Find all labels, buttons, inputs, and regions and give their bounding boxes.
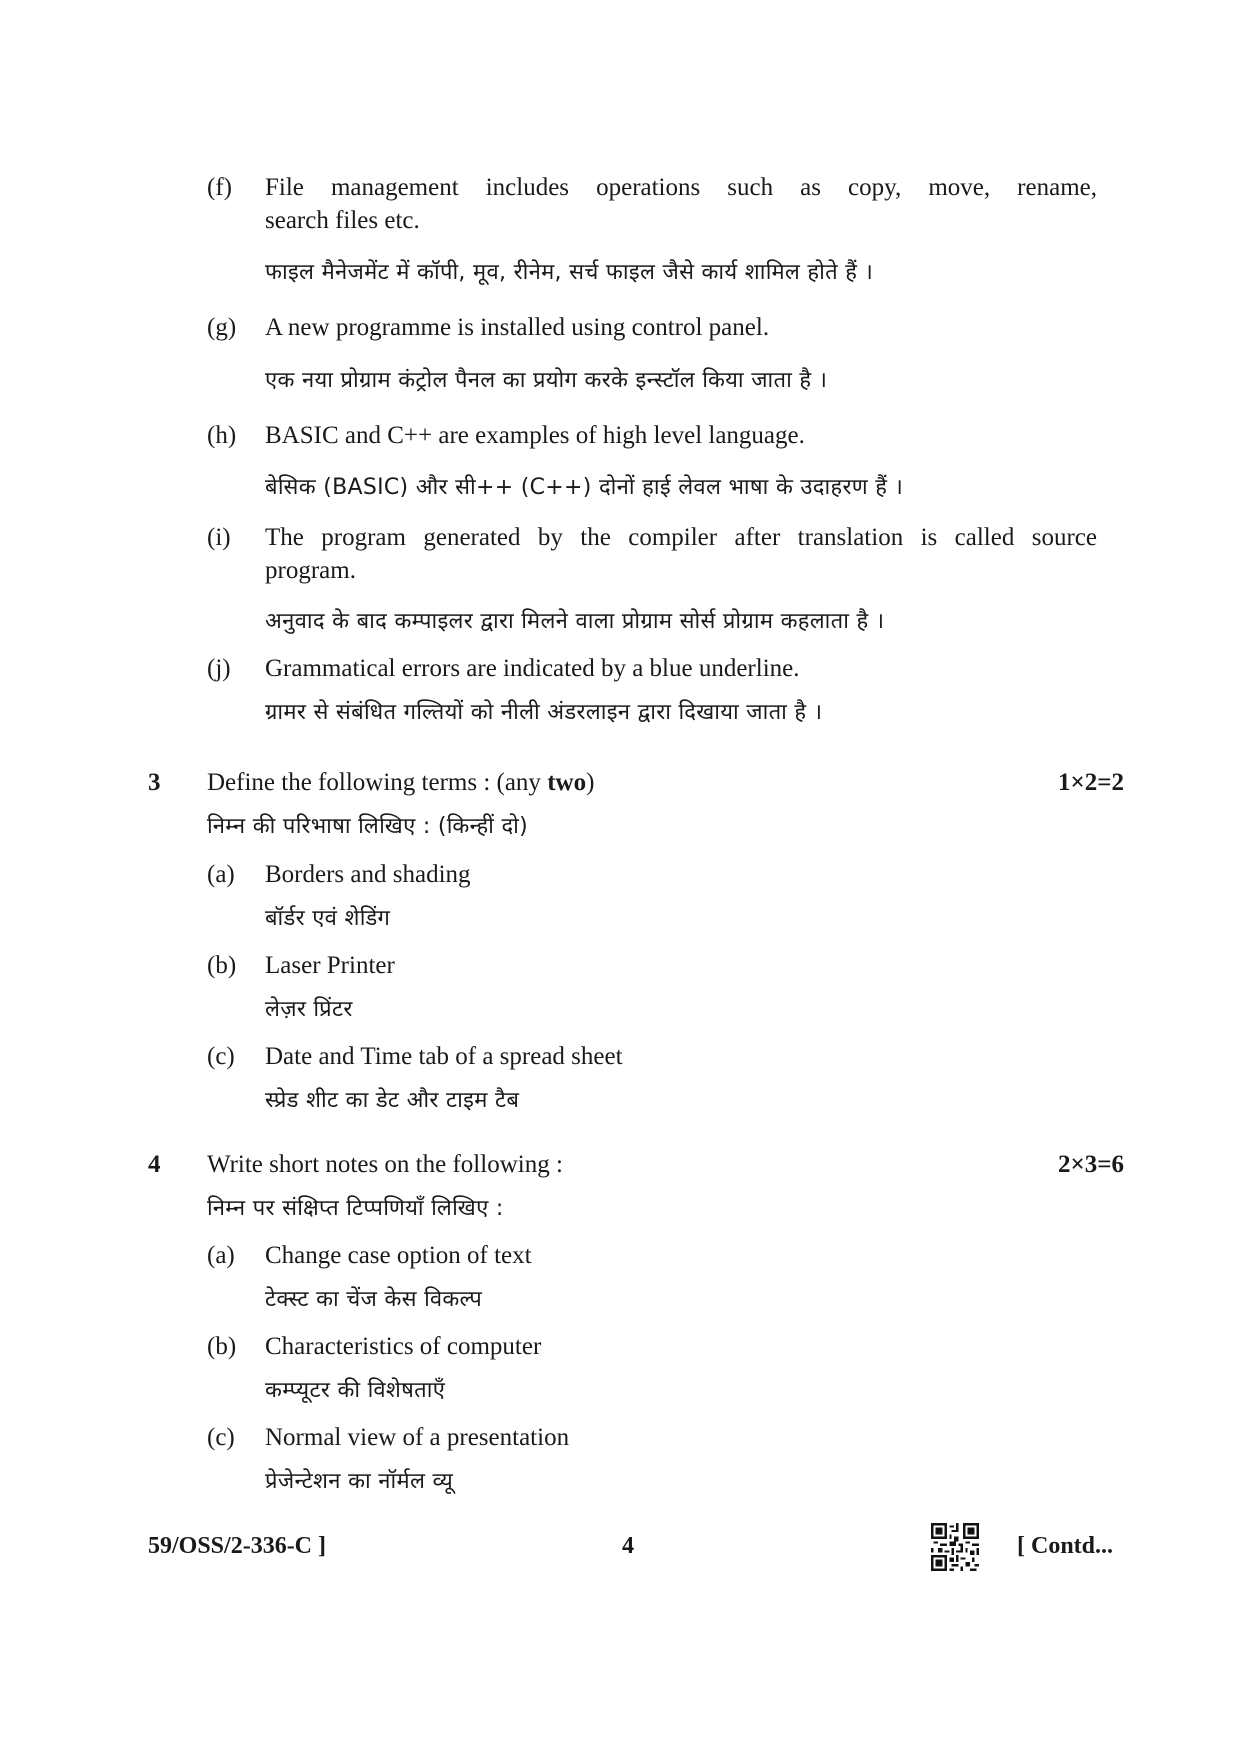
item-text-line: search files etc. [265,207,420,234]
question-prompt [207,768,594,798]
item-label: (g) [207,314,237,341]
item-text-line: File management includes operations such as copy, move, rename, [265,174,1097,201]
item-text-hindi: फाइल मैनेजमेंट में कॉपी, मूव, रीनेम, सर्च फाइल जैसे कार्य शामिल होते हैं । [265,260,874,285]
item-text-hindi: ग्रामर से संबंधित गल्तियों को नीली अंडरलाइन द्वारा दिखाया जाता है । [265,700,823,725]
item-label: (f) [207,174,232,201]
item-text: Date and Time tab of a spread sheet [265,1043,623,1070]
item-text: Borders and shading [265,861,471,888]
item-text-hindi: टेक्स्ट का चेंज केस विकल्प [265,1287,483,1312]
marks-allotment: 1×2=2 [1058,769,1124,796]
item-text-hindi: अनुवाद के बाद कम्पाइलर द्वारा मिलने वाला प्रोग्राम सोर्स प्रोग्राम कहलाता है । [265,609,885,634]
qr-code-icon [931,1523,979,1571]
item-label: (a) [207,1242,235,1269]
page-number: 4 [622,1533,634,1559]
continued-marker: [ Contd... [1017,1533,1114,1559]
question-number: 3 [148,769,161,796]
item-text-hindi: बेसिक (BASIC) और सी++ (C++) दोनों हाई लेवल भाषा के उदाहरण हैं । [265,475,904,500]
item-text-line: BASIC and C++ are examples of high level language. [265,422,805,449]
prompt-text-end: ) [586,769,595,796]
paper-code: 59/OSS/2-336-C ] [148,1533,327,1559]
item-text-line: The program generated by the compiler after translation is called source [265,524,1097,551]
item-text-hindi: स्प्रेड शीट का डेट और टाइम टैब [265,1088,520,1113]
item-text-hindi: बॉर्डर एवं शेडिंग [265,906,391,931]
question-prompt: Write short notes on the following : [207,1151,563,1178]
item-label: (b) [207,1333,237,1360]
item-label: (i) [207,524,231,551]
item-label: (a) [207,861,235,888]
question-prompt-hindi: निम्न पर संक्षिप्त टिप्पणियाँ लिखिए : [207,1196,504,1221]
item-text: Change case option of text [265,1242,532,1269]
item-text-hindi: प्रेजेन्टेशन का नॉर्मल व्यू [265,1469,454,1494]
item-text: Laser Printer [265,952,395,979]
item-label: (j) [207,655,231,682]
item-text-line: A new programme is installed using control panel. [265,314,770,341]
question-prompt-hindi: निम्न की परिभाषा लिखिए : (किन्हीं दो) [207,814,529,839]
item-text: Normal view of a presentation [265,1424,570,1451]
item-text-line: Grammatical errors are indicated by a blue underline. [265,655,800,682]
item-label: (c) [207,1424,235,1451]
prompt-text: Define the following terms : (any [207,769,548,796]
item-label: (c) [207,1043,235,1070]
prompt-emphasis: two [547,769,587,796]
item-label: (b) [207,952,237,979]
item-label: (h) [207,422,237,449]
item-text-hindi: कम्प्यूटर की विशेषताएँ [265,1378,446,1403]
marks-allotment: 2×3=6 [1058,1151,1124,1178]
item-text-line: program. [265,557,356,584]
item-text-hindi: लेज़र प्रिंटर [265,997,353,1022]
question-number: 4 [148,1151,161,1178]
item-text-hindi: एक नया प्रोग्राम कंट्रोल पैनल का प्रयोग करके इन्स्टॉल किया जाता है । [265,368,828,393]
item-text: Characteristics of computer [265,1333,542,1360]
